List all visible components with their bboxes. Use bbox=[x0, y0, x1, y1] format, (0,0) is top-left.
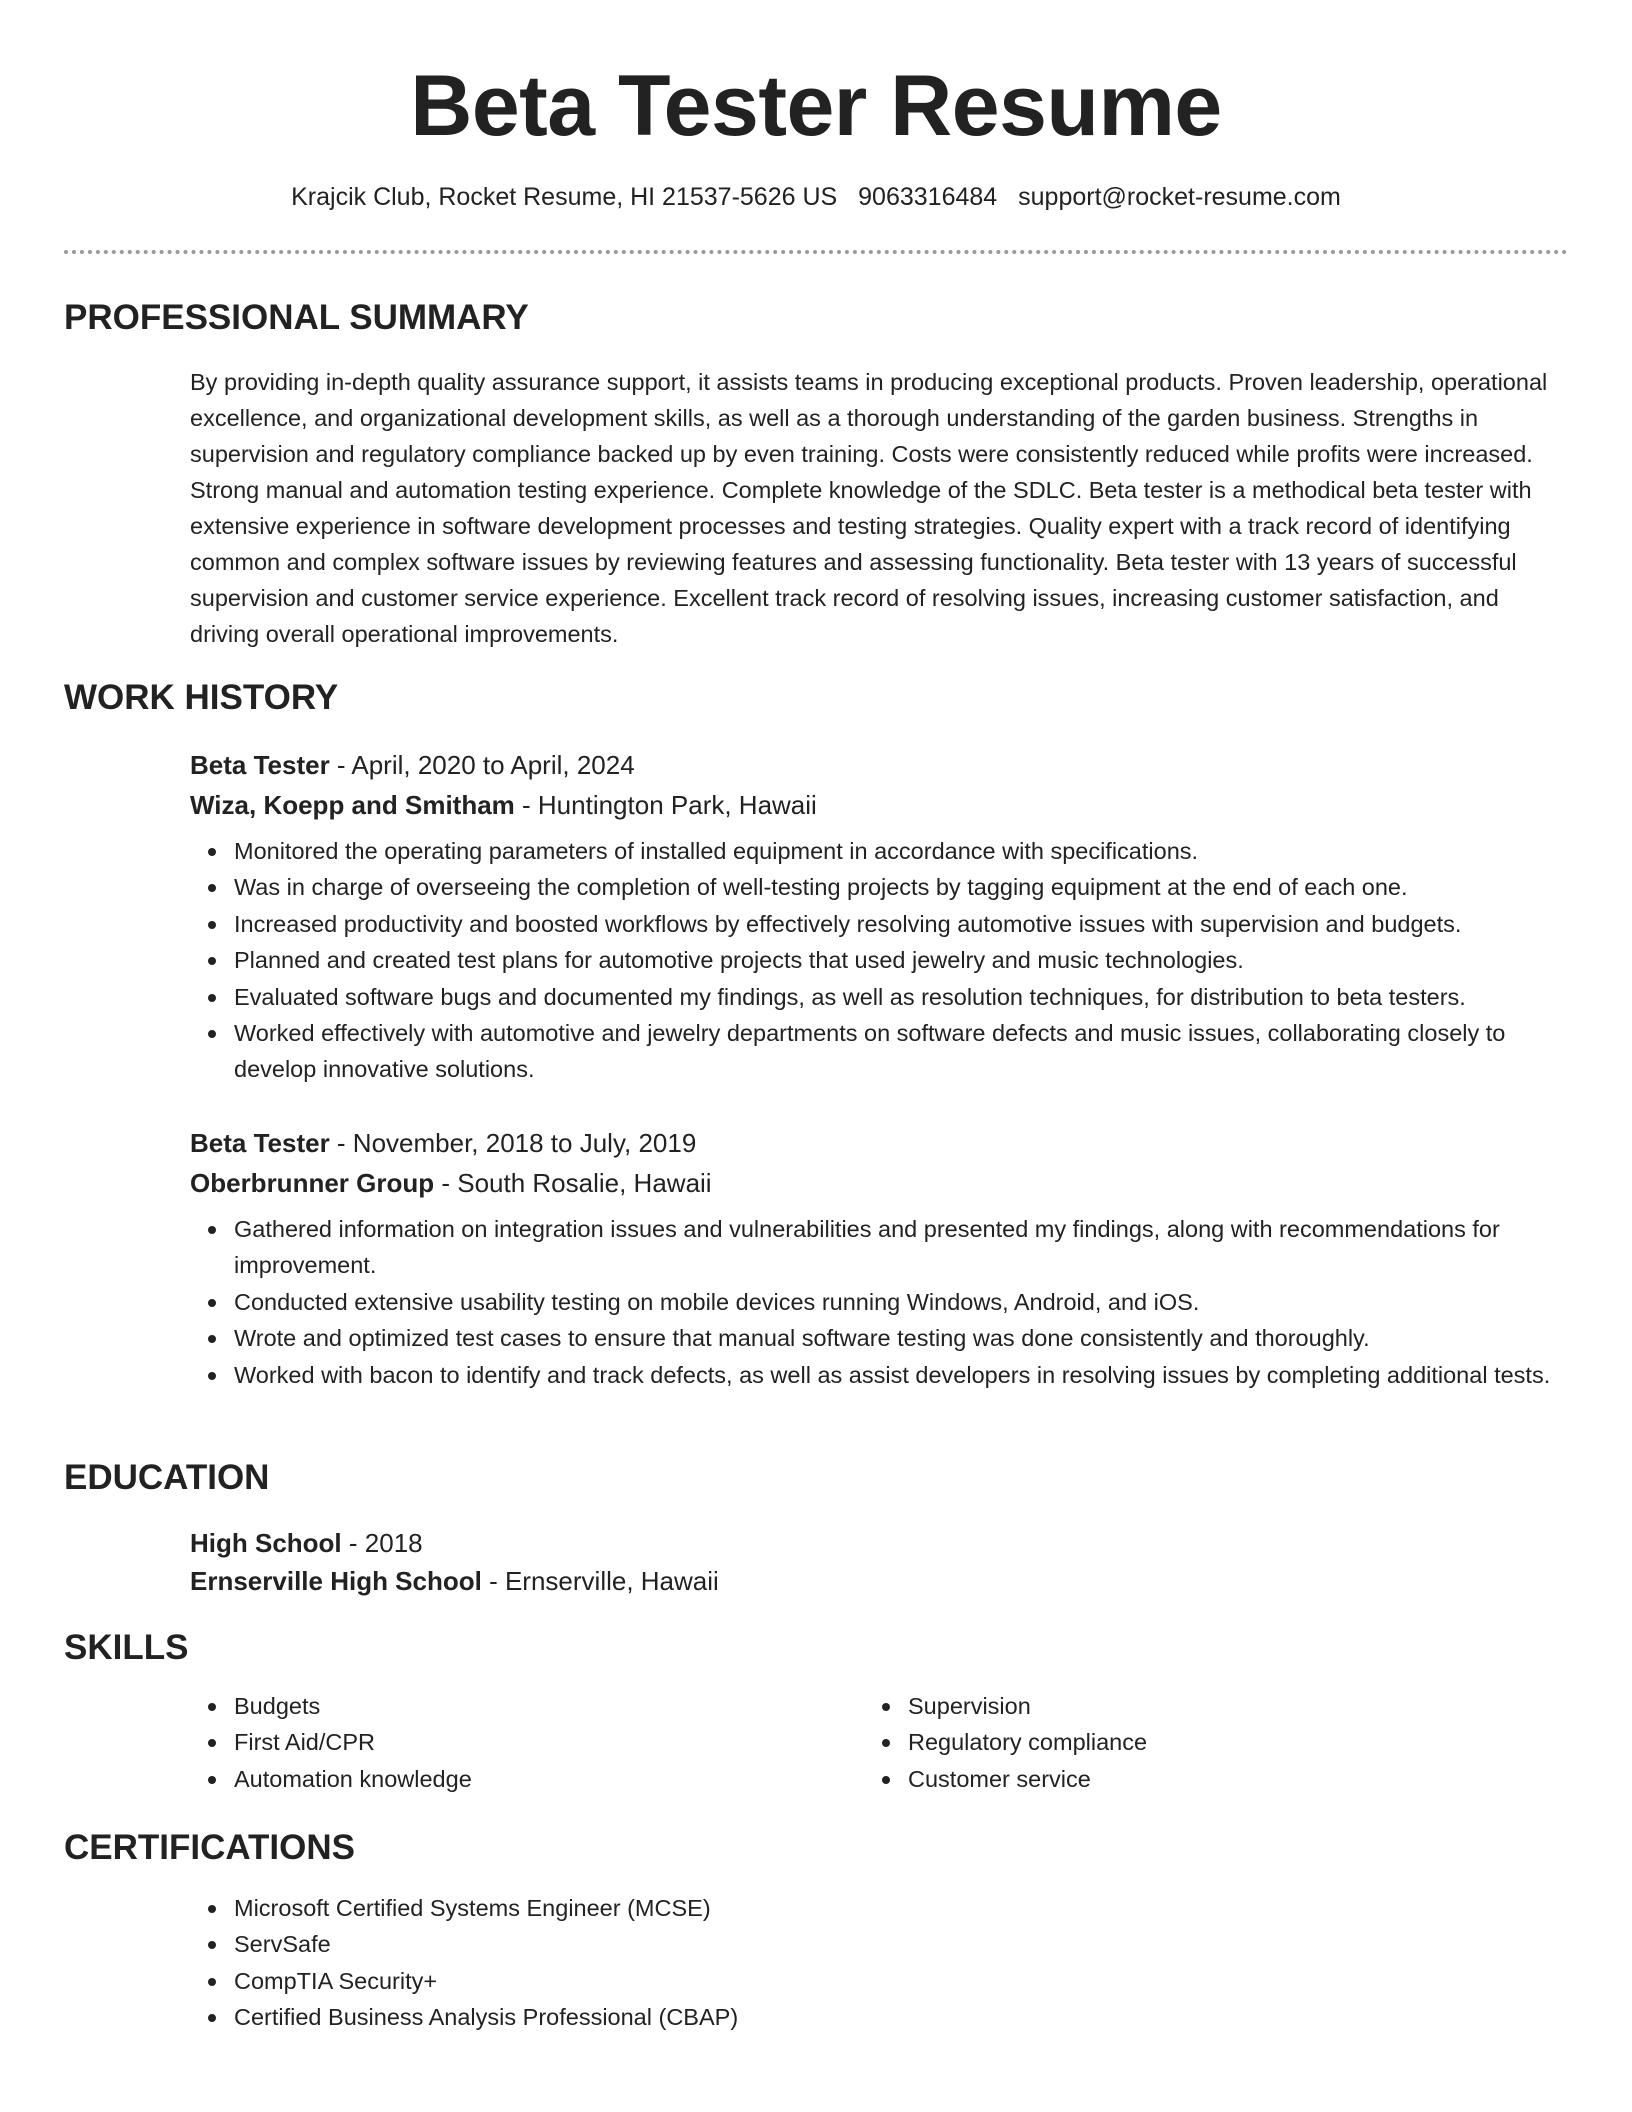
job-title-line bbox=[190, 745, 1570, 785]
work-history-heading: WORK HISTORY bbox=[64, 678, 339, 717]
list-item: Worked effectively with automotive and jewelry departments on software defects and music issues, collaborating closely to develop innovative solutions. bbox=[234, 1015, 1570, 1088]
list-item: Certified Business Analysis Professional (CBAP) bbox=[234, 1999, 1570, 2035]
list-item: Customer service bbox=[908, 1761, 1147, 1797]
summary-heading: PROFESSIONAL SUMMARY bbox=[64, 298, 529, 337]
job-title: Beta Tester bbox=[190, 1128, 330, 1158]
education-school: Ernserville High School bbox=[190, 1566, 482, 1596]
certifications-list bbox=[190, 1890, 1570, 2036]
job-location: - Huntington Park, Hawaii bbox=[514, 790, 817, 820]
skills-column-right bbox=[864, 1688, 1147, 1797]
job-dates: - November, 2018 to July, 2019 bbox=[329, 1128, 697, 1158]
list-item: Evaluated software bugs and documented my findings, as well as resolution techniques, for distribution to beta testers. bbox=[234, 979, 1570, 1015]
skills-column-left bbox=[190, 1688, 472, 1797]
contact-phone: 9063316484 bbox=[858, 183, 998, 211]
summary-text: By providing in-depth quality assurance support, it assists teams in producing exceptional products. Proven leadership, operational excellence, and organizational development skills, as well as a thorough understanding of the garden business. Strengths in supervision and regulatory compliance backed up by even training. Costs were consistently reduced while profits were increased. Strong manual and automation testing experience. Complete knowledge of the SDLC. Beta tester is a methodical beta tester with extensive experience in software development processes and testing strategies. Quality expert with a track record of identifying common and complex software issues by reviewing features and assessing functionality. Beta tester with 13 years of successful supervision and customer service experience. Excellent track record of resolving issues, increasing customer satisfaction, and driving overall operational improvements. bbox=[190, 369, 1548, 647]
list-item: Automation knowledge bbox=[234, 1761, 472, 1797]
list-item: CompTIA Security+ bbox=[234, 1963, 1570, 1999]
certifications-block bbox=[190, 1890, 1570, 2036]
education-heading: EDUCATION bbox=[64, 1458, 270, 1497]
list-item: Regulatory compliance bbox=[908, 1724, 1147, 1760]
skills-list bbox=[190, 1688, 472, 1797]
list-item: Supervision bbox=[908, 1688, 1147, 1724]
education-degree: High School bbox=[190, 1528, 342, 1558]
header-divider bbox=[64, 250, 1568, 254]
list-item: Gathered information on integration issues and vulnerabilities and presented my findings, along with recommendations for improvement. bbox=[234, 1211, 1570, 1284]
contact-address: Krajcik Club, Rocket Resume, HI 21537-5626 US bbox=[291, 183, 838, 211]
list-item: Wrote and optimized test cases to ensure that manual software testing was done consistently and thoroughly. bbox=[234, 1320, 1570, 1356]
list-item: Was in charge of overseeing the completion of well-testing projects by tagging equipment at the end of each one. bbox=[234, 869, 1570, 905]
list-item: Planned and created test plans for automotive projects that used jewelry and music technologies. bbox=[234, 942, 1570, 978]
summary-block bbox=[190, 364, 1570, 652]
skills-heading: SKILLS bbox=[64, 1628, 189, 1667]
job-dates: - April, 2020 to April, 2024 bbox=[329, 750, 635, 780]
contact-line bbox=[64, 182, 1568, 212]
list-item: Budgets bbox=[234, 1688, 472, 1724]
job-company-line bbox=[190, 1163, 1570, 1203]
list-item: Conducted extensive usability testing on mobile devices running Windows, Android, and iOS. bbox=[234, 1284, 1570, 1320]
job-title-line bbox=[190, 1123, 1570, 1163]
job-location: - South Rosalie, Hawaii bbox=[434, 1168, 712, 1198]
job-company: Wiza, Koepp and Smitham bbox=[190, 790, 515, 820]
job-duties-list bbox=[190, 1211, 1570, 1393]
education-location: - Ernserville, Hawaii bbox=[481, 1566, 719, 1596]
job-company: Oberbrunner Group bbox=[190, 1168, 435, 1198]
job-duties-list bbox=[190, 833, 1570, 1088]
list-item: ServSafe bbox=[234, 1926, 1570, 1962]
list-item: Worked with bacon to identify and track defects, as well as assist developers in resolving issues by completing additional tests. bbox=[234, 1357, 1570, 1393]
contact-email: support@rocket-resume.com bbox=[1018, 183, 1341, 211]
education-school-line bbox=[190, 1562, 1570, 1600]
education-entry bbox=[190, 1524, 1570, 1600]
education-degree-line bbox=[190, 1524, 1570, 1562]
list-item: Increased productivity and boosted workflows by effectively resolving automotive issues with supervision and budgets. bbox=[234, 906, 1570, 942]
job-entry bbox=[190, 745, 1570, 1088]
skills-list bbox=[864, 1688, 1147, 1797]
education-year: - 2018 bbox=[341, 1528, 423, 1558]
resume-title: Beta Tester Resume bbox=[410, 58, 1222, 154]
job-company-line bbox=[190, 785, 1570, 825]
list-item: Microsoft Certified Systems Engineer (MCSE) bbox=[234, 1890, 1570, 1926]
list-item: Monitored the operating parameters of installed equipment in accordance with specifications. bbox=[234, 833, 1570, 869]
job-title: Beta Tester bbox=[190, 750, 330, 780]
job-entry bbox=[190, 1123, 1570, 1393]
certifications-heading: CERTIFICATIONS bbox=[64, 1828, 356, 1867]
list-item: First Aid/CPR bbox=[234, 1724, 472, 1760]
skills-grid bbox=[190, 1688, 1570, 1808]
